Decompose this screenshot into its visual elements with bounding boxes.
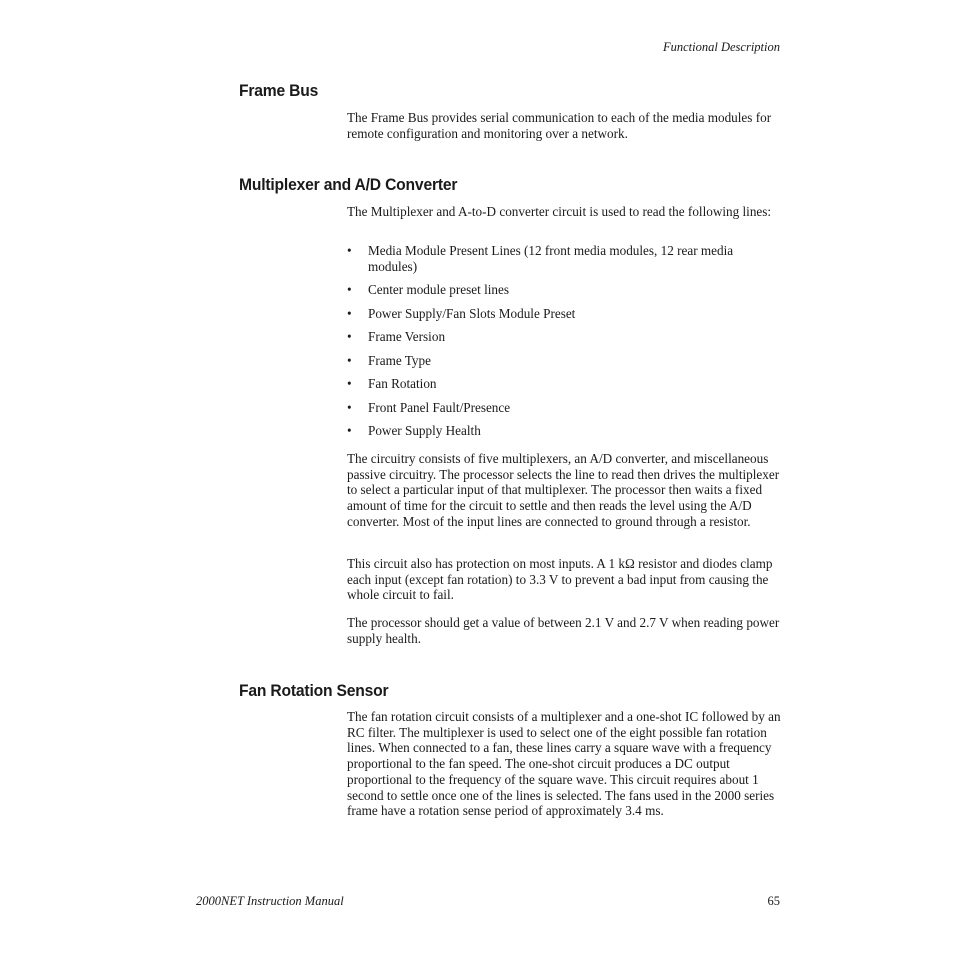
list-item-text: Fan Rotation (368, 376, 437, 392)
list-item-text: Frame Type (368, 352, 431, 368)
list-item-text: Power Supply/Fan Slots Module Preset (368, 305, 576, 321)
section-multiplexer-protection (347, 556, 781, 603)
bullet-icon: • (347, 329, 352, 345)
multiplexer-intro-paragraph: The Multiplexer and A-to-D converter circuit is used to read the following lines: (347, 204, 772, 219)
section-frame-bus (347, 110, 781, 141)
list-item (347, 376, 781, 392)
list-item (347, 353, 781, 369)
running-header: Functional Description (663, 40, 780, 54)
circuitry-paragraph: The circuitry consists of five multiplexers, an A/D converter, and miscellaneous passive circuitry. The processor selects the line to read then drives the multiplexer to select a particular input of that multiplexer. The processor then waits a fixed amount of time for the circuit to settle and then reads the level using the A/D converter. Most of the input lines are connected to ground through a resistor. (347, 451, 780, 529)
bullet-icon: • (347, 423, 352, 439)
list-item-text: Center module preset lines (368, 282, 509, 298)
footer-page-number: 65 (767, 894, 780, 908)
list-item (347, 423, 781, 439)
list-item (347, 400, 781, 416)
list-item (347, 306, 781, 322)
list-item-text: Media Module Present Lines (12 front media modules, 12 rear media modules) (368, 243, 734, 274)
frame-bus-paragraph: The Frame Bus provides serial communication to each of the media modules for remote configuration and monitoring over a network. (347, 110, 772, 141)
section-fan-rotation (347, 709, 781, 819)
list-item-text: Power Supply Health (368, 423, 481, 439)
section-multiplexer-circuitry (347, 451, 781, 530)
bullet-icon: • (347, 243, 352, 258)
lines-list (347, 243, 781, 439)
bullet-icon: • (347, 399, 352, 415)
fan-rotation-paragraph: The fan rotation circuit consists of a multiplexer and a one-shot IC followed by an RC filter. The multiplexer is used to select one of the eight possible fan rotation lines. When connected to a fan, these lines carry a square wave with a frequency proportional to the fan speed. The one-shot circuit produces a DC output proportional to the frequency of the square wave. This circuit requires about 1 second to settle once one of the lines is selected. The fans used in the 2000 series frame have a rotation sense period of approximately 3.4 ms. (347, 709, 781, 819)
protection-paragraph: This circuit also has protection on most inputs. A 1 kΩ resistor and diodes clamp each input (except fan rotation) to 3.3 V to prevent a bad input from causing the whole circuit to fail. (347, 556, 773, 603)
health-paragraph: The processor should get a value of between 2.1 V and 2.7 V when reading power supply health. (347, 615, 780, 646)
list-item-text: Frame Version (368, 329, 446, 345)
section-multiplexer-lines (347, 243, 781, 439)
section-multiplexer-health (347, 615, 781, 646)
heading-frame-bus: Frame Bus (239, 81, 319, 100)
list-item (347, 329, 781, 345)
bullet-icon: • (347, 305, 352, 321)
list-item (347, 243, 781, 274)
footer-manual-title: 2000NET Instruction Manual (196, 894, 344, 908)
bullet-icon: • (347, 376, 352, 392)
bullet-icon: • (347, 282, 352, 298)
heading-multiplexer: Multiplexer and A/D Converter (239, 175, 458, 194)
section-multiplexer-intro (347, 204, 781, 220)
list-item-text: Front Panel Fault/Presence (368, 399, 511, 415)
list-item (347, 282, 781, 298)
bullet-icon: • (347, 352, 352, 368)
heading-fan-rotation: Fan Rotation Sensor (239, 681, 389, 700)
